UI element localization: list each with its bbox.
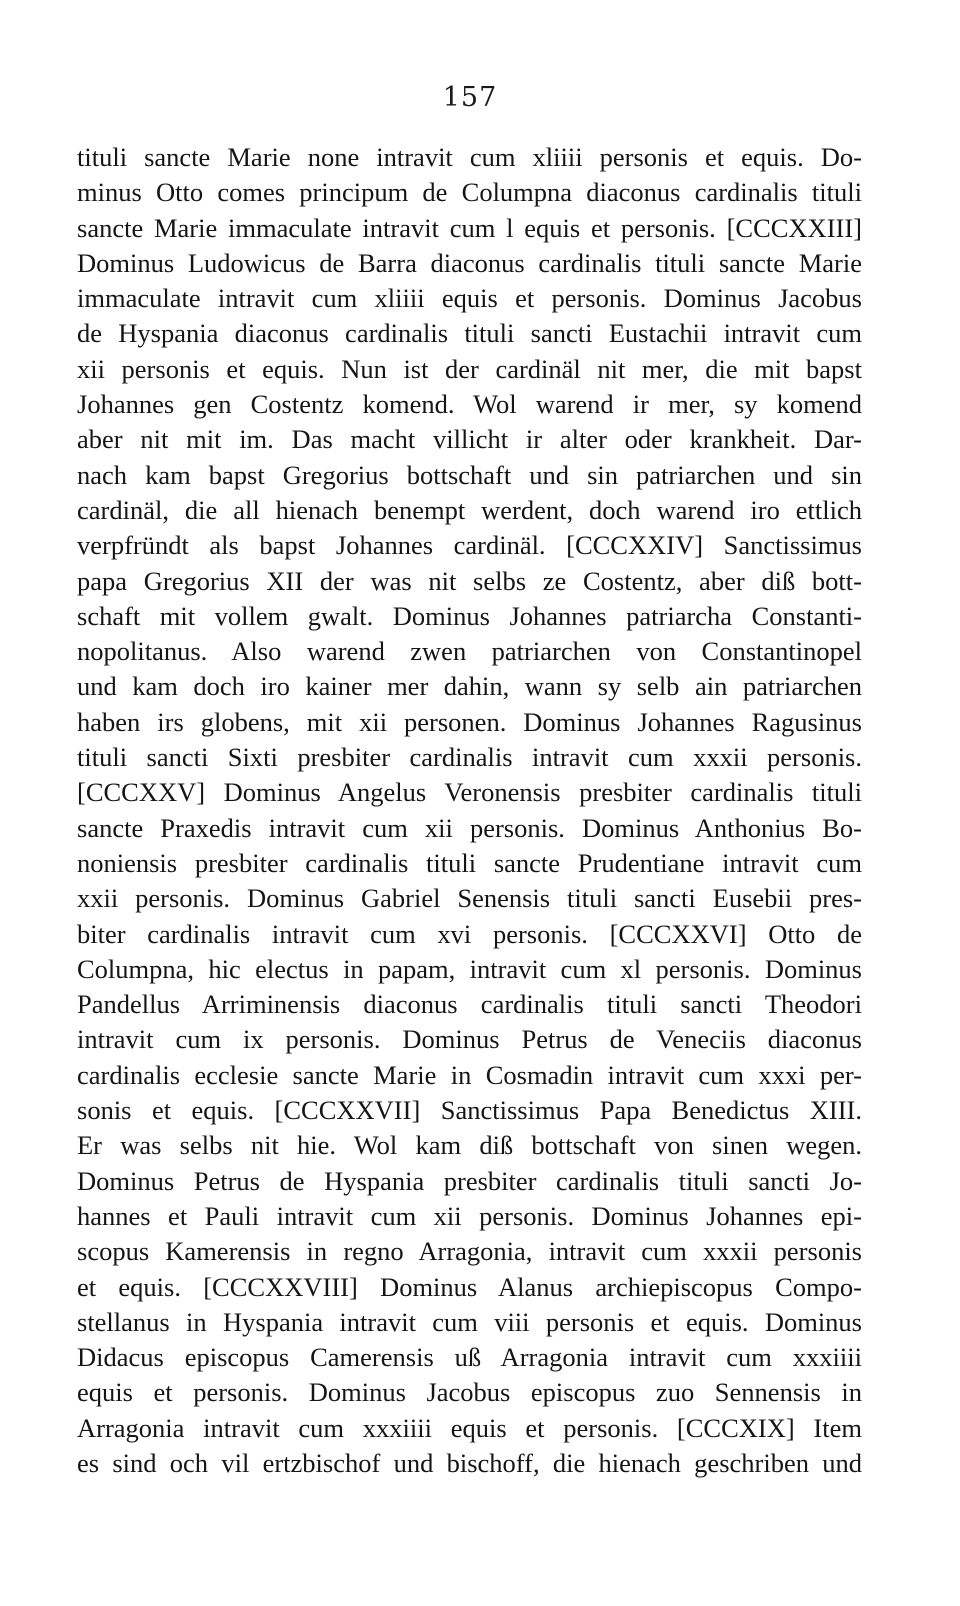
text-line: Columpna, hic electus in papam, intravit cum xl personis. Dominus [77,953,862,984]
text-line: immaculate intravit cum xliiii equis et personis. Dominus Jacobus [77,283,862,314]
text-line: nach kam bapst Gregorius bottschaft und sin patriarchen und sin [77,459,862,490]
text-line: sancte Praxedis intravit cum xii personis. Dominus Anthonius Bo- [77,812,862,843]
text-line: sancte Marie immaculate intravit cum l equis et personis. [CCCXXIII] [77,212,862,243]
text-line: xxii personis. Dominus Gabriel Senensis tituli sancti Eusebii pres- [77,883,862,914]
text-line: es sind och vil ertzbischof und bischoff, die hienach geschriben und [77,1447,862,1478]
text-line: aber nit mit im. Das macht villicht ir alter oder krankheit. Dar- [77,424,862,455]
text-line: xii personis et equis. Nun ist der cardinäl nit mer, die mit bapst [77,353,862,384]
body-text [77,140,862,1481]
text-line: Dominus Petrus de Hyspania presbiter cardinalis tituli sancti Jo- [77,1165,862,1196]
text-line: minus Otto comes principum de Columpna diaconus cardinalis tituli [77,177,862,208]
text-line: cardinalis ecclesie sancte Marie in Cosmadin intravit cum xxxi per- [77,1059,862,1090]
text-line: schaft mit vollem gwalt. Dominus Johannes patriarcha Constanti- [77,600,862,631]
text-line: Arragonia intravit cum xxxiiii equis et personis. [CCCXIX] Item [77,1412,862,1443]
text-line: verpfründt als bapst Johannes cardinäl. [CCCXXIV] Sanctissimus [77,530,862,561]
text-line: scopus Kamerensis in regno Arragonia, intravit cum xxxii personis [77,1236,862,1267]
text-line: intravit cum ix personis. Dominus Petrus de Veneciis diaconus [77,1024,862,1055]
text-line: Dominus Ludowicus de Barra diaconus cardinalis tituli sancte Marie [77,247,862,278]
text-line: Pandellus Arriminensis diaconus cardinalis tituli sancti Theodori [77,989,862,1020]
text-line: equis et personis. Dominus Jacobus episcopus zuo Sennensis in [77,1377,862,1408]
text-line: haben irs globens, mit xii personen. Dominus Johannes Ragusinus [77,706,862,737]
text-line: und kam doch iro kainer mer dahin, wann sy selb ain patriarchen [77,671,862,702]
text-line: sonis et equis. [CCCXXVII] Sanctissimus Papa Benedictus XIII. [77,1095,862,1126]
text-line: Didacus episcopus Camerensis uß Arragonia intravit cum xxxiiii [77,1342,862,1373]
text-line: biter cardinalis intravit cum xvi personis. [CCCXXVI] Otto de [77,918,862,949]
text-line: et equis. [CCCXXVIII] Dominus Alanus archiepiscopus Compo- [77,1271,862,1302]
text-line: cardinäl, die all hienach benempt werdent, doch warend iro ettlich [77,494,862,525]
text-line: [CCCXXV] Dominus Angelus Veronensis presbiter cardinalis tituli [77,777,862,808]
text-line: nopolitanus. Also warend zwen patriarchen von Constantinopel [77,636,862,667]
text-line: Johannes gen Costentz komend. Wol warend ir mer, sy komend [77,389,862,420]
text-line: de Hyspania diaconus cardinalis tituli sancti Eustachii intravit cum [77,318,862,349]
text-line: hannes et Pauli intravit cum xii personis. Dominus Johannes epi- [77,1200,862,1231]
text-line: stellanus in Hyspania intravit cum viii personis et equis. Dominus [77,1306,862,1337]
text-line: Er was selbs nit hie. Wol kam diß bottschaft von sinen wegen. [77,1130,862,1161]
text-line: tituli sancte Marie none intravit cum xliiii personis et equis. Do- [77,142,862,172]
text-line: tituli sancti Sixti presbiter cardinalis intravit cum xxxii personis. [77,742,862,773]
text-line: papa Gregorius XII der was nit selbs ze Costentz, aber diß bott- [77,565,862,596]
page-number: 157 [442,82,498,113]
text-line: noniensis presbiter cardinalis tituli sancte Prudentiane intravit cum [77,847,862,878]
